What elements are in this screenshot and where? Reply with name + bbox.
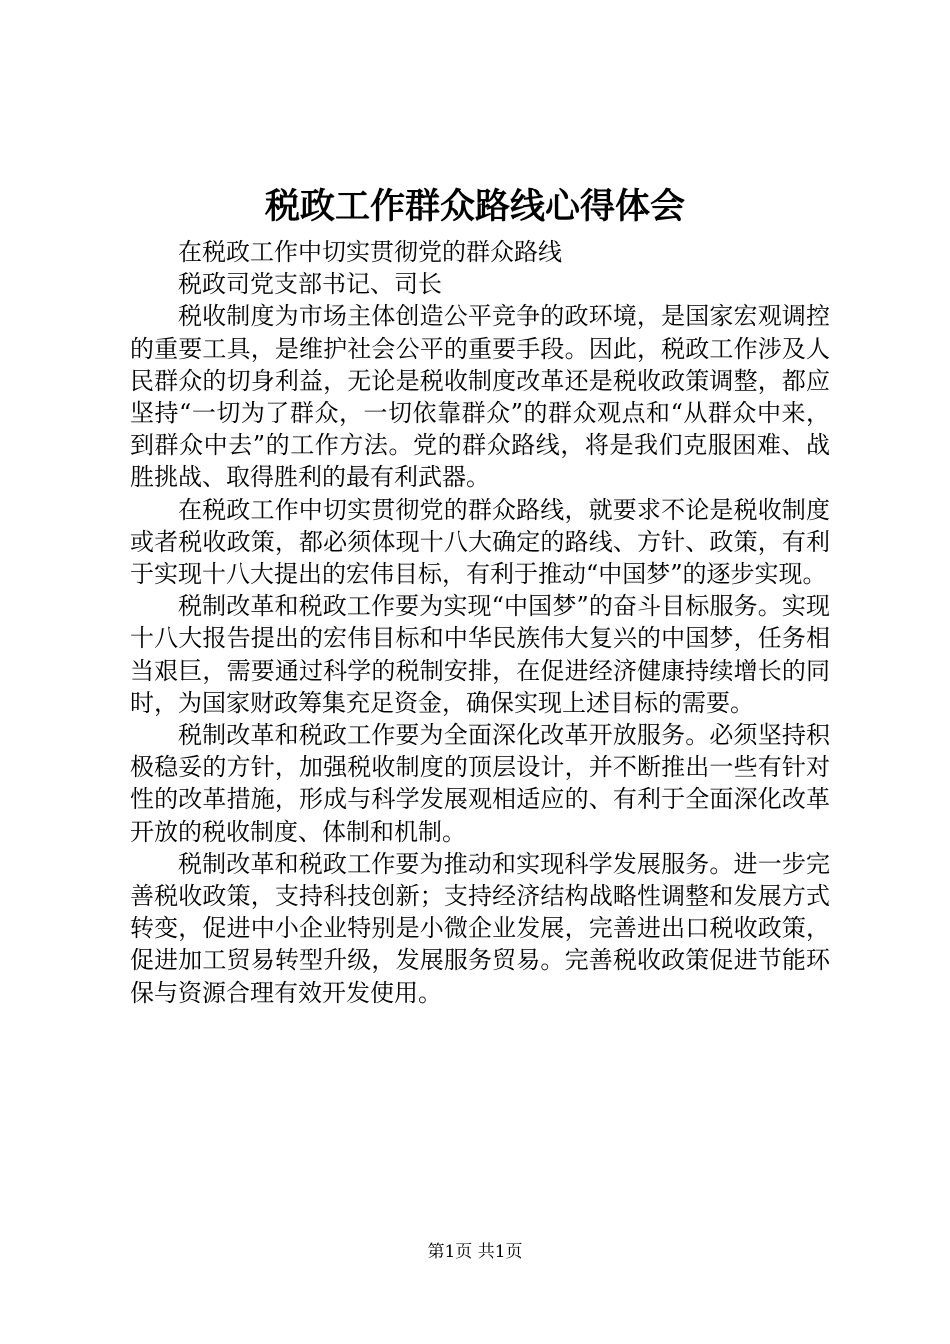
document-body: [130, 236, 830, 1009]
paragraph-1: 税收制度为市场主体创造公平竞争的政环境，是国家宏观调控的重要工具，是维护社会公平的重要手段。因此，税政工作涉及人民群众的切身利益，无论是税收制度改革还是税收政策调整，都应坚持“一切为了群众，一切依靠群众”的群众观点和“从群众中来，到群众中去”的工作方法。党的群众路线，将是我们克服困难、战胜挑战、取得胜利的最有利武器。: [130, 302, 830, 492]
paragraph-author: 税政司党支部书记、司长: [178, 270, 442, 299]
paragraph-subtitle: 在税政工作中切实贯彻党的群众路线: [178, 238, 562, 266]
page-footer: 第1页 共1页: [427, 1242, 523, 1262]
paragraph-4: 税制改革和税政工作要为全面深化改革开放服务。必须坚持积极稳妥的方针，加强税收制度的顶层设计，并不断推出一些有针对性的改革措施，形成与科学发展观相适应的、有利于全面深化改革开放的税收制度、体制和机制。: [130, 721, 830, 846]
paragraph-3: 税制改革和税政工作要为实现“中国梦”的奋斗目标服务。实现十八大报告提出的宏伟目标和中华民族伟大复兴的中国梦，任务相当艰巨，需要通过科学的税制安排，在促进经济健康持续增长的同时，为国家财政筹集充足资金，确保实现上述目标的需要。: [130, 592, 830, 717]
paragraph-5: 税制改革和税政工作要为推动和实现科学发展服务。进一步完善税收政策，支持科技创新；支持经济结构战略性调整和发展方式转变，促进中小企业特别是小微企业发展，完善进出口税收政策，促进加工贸易转型升级，发展服务贸易。完善税收政策促进节能环保与资源合理有效开发使用。: [130, 849, 830, 1007]
document-title: 税政工作群众路线心得体会: [264, 186, 685, 227]
paragraph-2: 在税政工作中切实贯彻党的群众路线，就要求不论是税收制度或者税收政策，都必须体现十八大确定的路线、方针、政策，有利于实现十八大提出的宏伟目标，有利于推动“中国梦”的逐步实现。: [130, 495, 830, 589]
